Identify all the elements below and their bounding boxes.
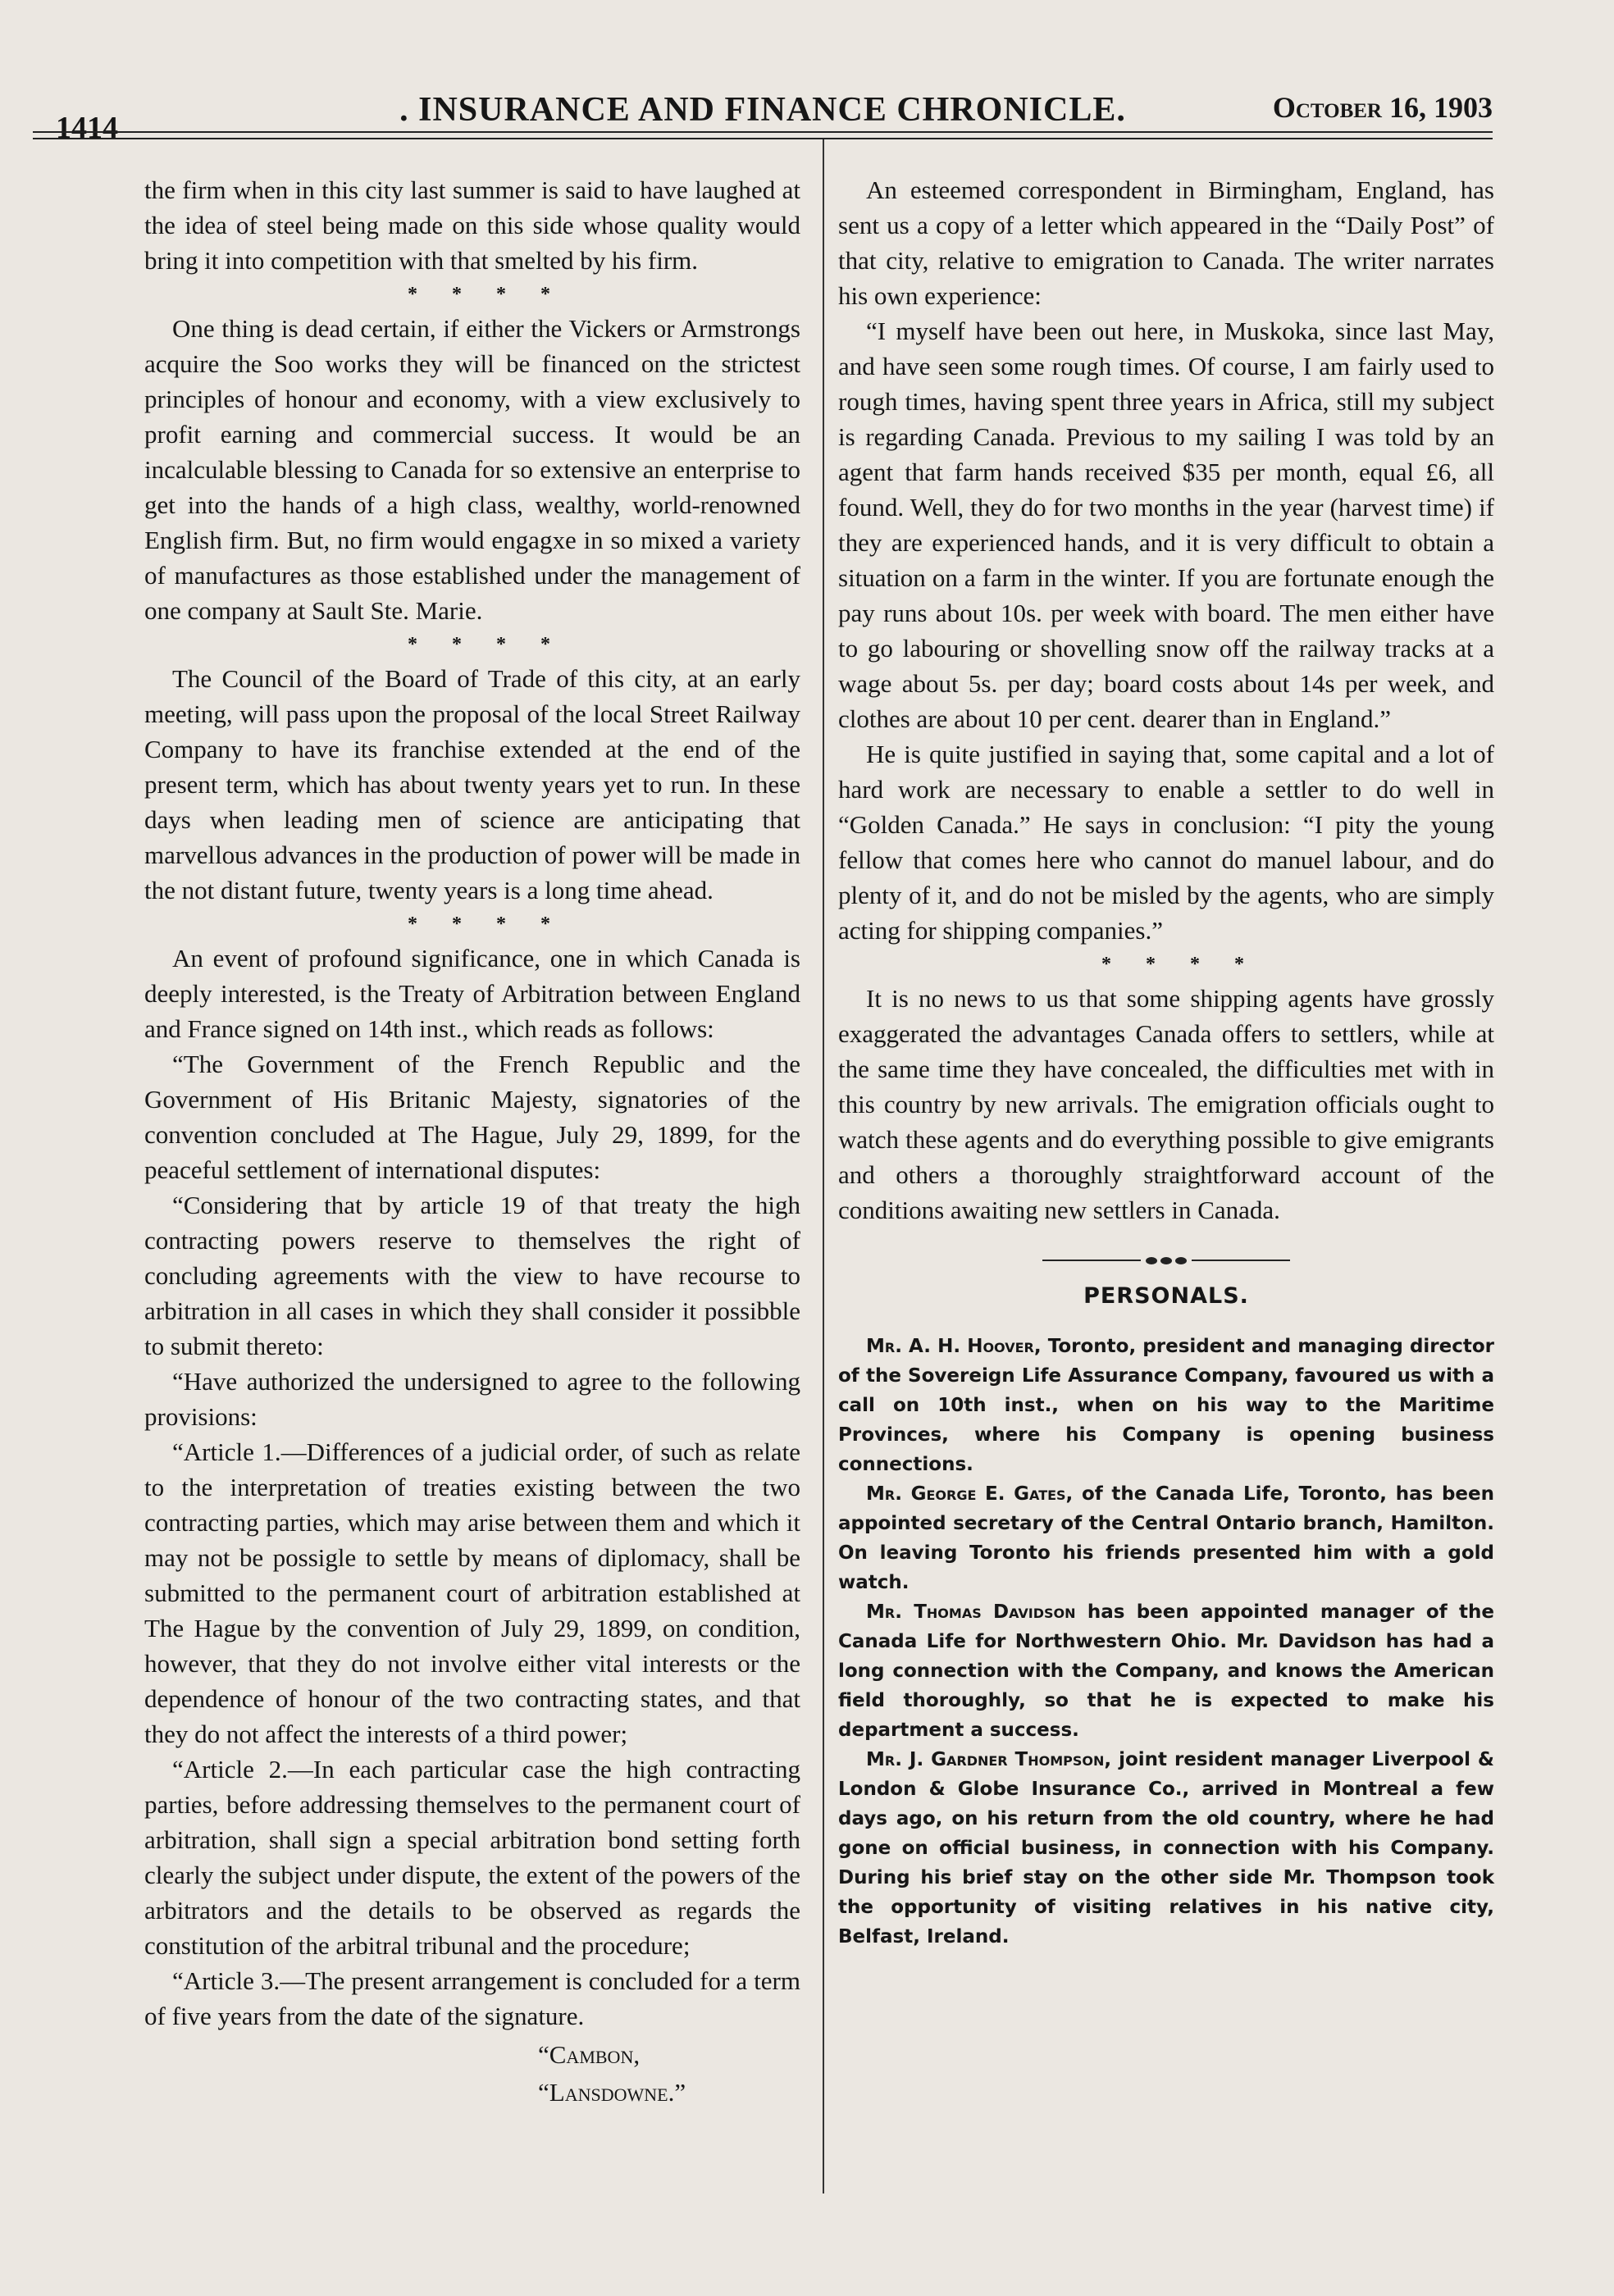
- section-separator: * * * *: [408, 284, 565, 305]
- treaty-considering: “Considering that by article 19 of that treaty the high contracting powers reserve to themselves the right of concluding agreements with the view to have recourse to arbitration in all cases in which they shall consider it possibble to submit thereto:: [144, 1191, 800, 1360]
- article-paragraph: It is no news to us that some shipping agents have grossly exaggerated the advantages Canada offers to settlers, while at the same time they have concealed, the difficulties met with in this country by new arrivals. The emigration officials ought to watch these agents and do everything possible to give emigrants and others a thoroughly straightforward account of the conditions awaiting new settlers in Canada.: [838, 984, 1494, 1224]
- header-rule: [33, 131, 1493, 139]
- personal-item: [838, 1745, 1494, 1952]
- personal-item: [838, 1479, 1494, 1597]
- left-column: [144, 172, 800, 2109]
- page-header: [33, 82, 1493, 145]
- signature-lansdowne: “Lansdowne.”: [538, 2078, 686, 2107]
- ornament-divider: [838, 1250, 1494, 1270]
- signature-cambon: “Cambon,: [538, 2040, 641, 2069]
- section-separator: * * * *: [408, 913, 565, 935]
- letter-quote: “I myself have been out here, in Muskoka, since last May, and have seen some rough times. Of course, I am fairly used to rough times, having spent three years in Africa, still my subject is regarding Canada. Previous to my sailing I was told by an agent that farm hands received $35 per month, equal £6, all found. Well, they do for two months in the year (harvest time) if they are experienced hands, and it is very difficult to obtain a situation on a farm in the winter. If you are fortunate enough the pay runs about 10s. per week with board. The men either have to go labouring or shovelling snow off the railway tracks at a wage about 5s. per day; board costs about 14s per week, and clothes are about 10 per cent. dearer than in England.”: [838, 317, 1494, 733]
- issue-date: October 16, 1903: [1272, 91, 1493, 124]
- article-paragraph: He is quite justified in saying that, some capital and a lot of hard work are necessary to enable a settler to do well in “Golden Canada.” He says in conclusion: “I pity the young fellow that comes here who cannot do manuel labour, and do plenty of it, and do not be misled by the agents, who are simply acting for shipping companies.”: [838, 740, 1494, 945]
- personal-text: joint resident manager Liverpool & London & Globe Insurance Co., arrived in Montreal a few days ago, on his return from the old country, where he had gone on official business, in connection with his Company. During his brief stay on the other side Mr. Thompson took the opportunity of visiting relatives in his native city, Belfast, Ireland.: [838, 1749, 1494, 1947]
- treaty-article-3: “Article 3.—The present arrangement is concluded for a term of five years from the date of the signature.: [144, 1966, 800, 2030]
- article-paragraph: One thing is dead certain, if either the Vickers or Armstrongs acquire the Soo works they will be financed on the strictest principles of honour and economy, with a view exclusively to profit earning and commercial success. It would be an incalculable blessing to Canada for so extensive an enterprise to get into the hands of a high class, wealthy, world-renowned English firm. But, no firm would engagxe in so mixed a variety of manufactures as those established under the management of one company at Sault Ste. Marie.: [144, 314, 800, 625]
- personal-name: Mr. Thomas Davidson: [866, 1601, 1076, 1623]
- article-paragraph: An esteemed correspondent in Birmingham, England, has sent us a copy of a letter which appeared in the “Daily Post” of that city, relative to emigration to Canada. The writer narrates his own experience:: [838, 175, 1494, 310]
- treaty-preamble: “The Government of the French Republic and the Government of His Britanic Majesty, signatories of the convention concluded at The Hague, July 29, 1899, for the peaceful settlement of international disputes:: [144, 1050, 800, 1184]
- personal-item: [838, 1332, 1494, 1479]
- page-number: 1414: [56, 111, 118, 145]
- personal-text: of the Canada Life, Toronto, has been appointed secretary of the Central Ontario branch, Hamilton. On leaving Toronto his friends presented him with a gold watch.: [838, 1483, 1494, 1593]
- article-paragraph: The Council of the Board of Trade of this city, at an early meeting, will pass upon the proposal of the local Street Railway Company to have its franchise extended at the end of the present term, which has about twenty years yet to run. In these days when leading men of science are anticipating that marvellous advances in the production of power will be made in the not distant future, twenty years is a long time ahead.: [144, 664, 800, 904]
- personal-item: [838, 1597, 1494, 1745]
- column-divider: [823, 139, 824, 2194]
- personal-name: Mr. George E. Gates,: [866, 1483, 1074, 1505]
- personal-name: Mr. J. Gardner Thompson,: [866, 1749, 1112, 1770]
- article-paragraph: An event of profound significance, one in which Canada is deeply interested, is the Treaty of Arbitration between England and France signed on 14th inst., which reads as follows:: [144, 944, 800, 1043]
- personal-text: has been appointed manager of the Canada Life for Northwestern Ohio. Mr. Davidson has had a long connection with the Company, and knows the American field thoroughly, so that he is expected to make his department a success.: [838, 1601, 1494, 1741]
- journal-title: . INSURANCE AND FINANCE CHRONICLE.: [399, 91, 1126, 129]
- section-separator: * * * *: [1101, 954, 1259, 975]
- personals-heading: PERSONALS.: [1083, 1283, 1249, 1309]
- treaty-article-2: “Article 2.—In each particular case the high contracting parties, before addressing themselves to the permanent court of arbitration, shall sign a special arbitration bond setting forth clearly the subject under dispute, the extent of the powers of the arbitrators and the details to be observed as regards the constitution of the arbitral tribunal and the procedure;: [144, 1755, 800, 1960]
- personal-text: Toronto, president and managing director of the Sovereign Life Assurance Company, favoured us with a call on 10th inst., when on his way to the Maritime Provinces, where his Company is opening business connections.: [838, 1336, 1495, 1475]
- right-column: [838, 172, 1494, 1952]
- treaty-authorized: “Have authorized the undersigned to agree to the following provisions:: [144, 1367, 800, 1431]
- section-separator: * * * *: [408, 634, 565, 655]
- article-paragraph: the firm when in this city last summer is said to have laughed at the idea of steel being made on this side whose quality would bring it into competition with that smelted by his firm.: [144, 175, 800, 275]
- personal-name: Mr. A. H. Hoover,: [866, 1336, 1042, 1357]
- treaty-article-1: “Article 1.—Differences of a judicial order, of such as relate to the interpretation of treaties existing between the two contracting parties, which may arise between them and which it may not be possigle to settle by means of diplomacy, shall be submitted to the permanent court of arbitration established at The Hague by the convention of July 29, 1899, on condition, however, that they do not involve either vital interests or the dependence of honour of the two contracting states, and that they do not affect the interests of a third power;: [144, 1437, 800, 1748]
